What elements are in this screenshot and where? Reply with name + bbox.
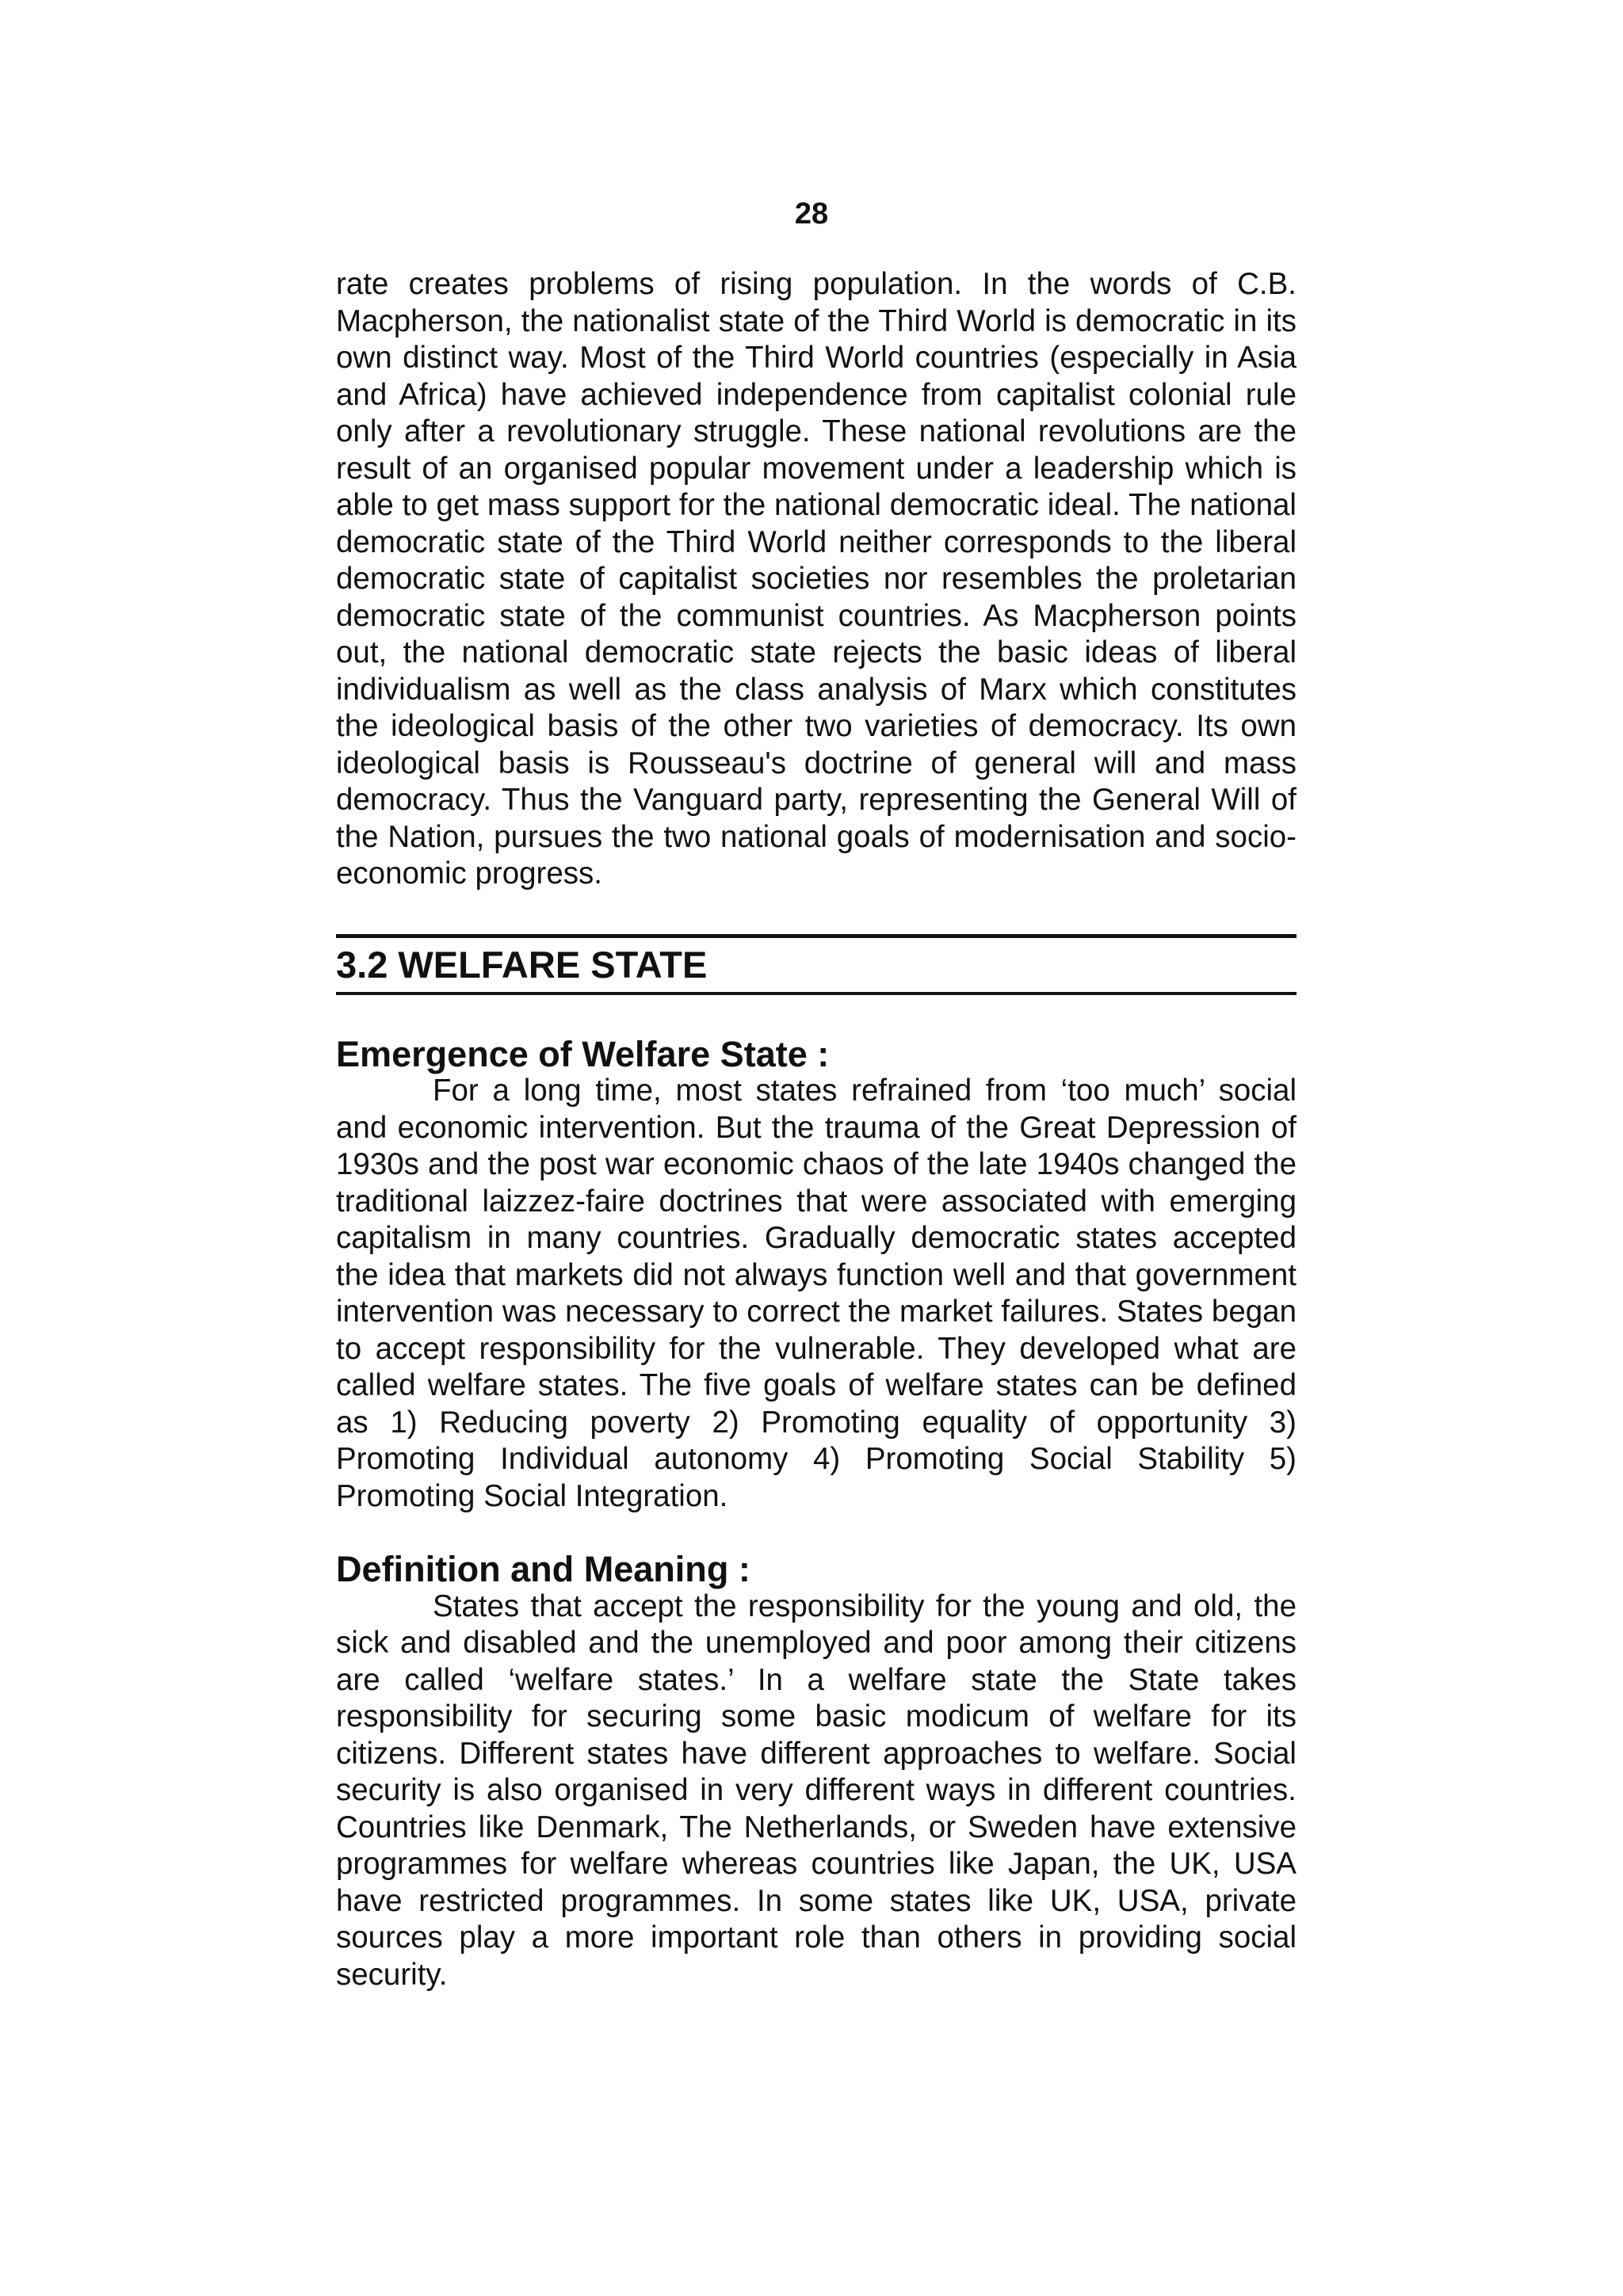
- emergence-paragraph: For a long time, most states refrained from ‘too much’ social and economic intervention. But the trauma of the Great Depression of 1930s and the post war economic chaos of the late 1940s changed the traditional laizzez-faire doctrines that were associated with emerging capitalism in many countries. Gradually democratic states accepted the idea that markets did not always function well and that government intervention was necessary to correct the market failures. States began to accept responsibility for the vulnerable. They developed what are called welfare states. The five goals of welfare states can be defined as 1) Reducing poverty 2) Promoting equality of opportunity 3) Promoting Individual autonomy 4) Promoting Social Stability 5) Promoting Social Integration.: [336, 1074, 1296, 1513]
- page-number: 28: [794, 197, 829, 231]
- definition-paragraph: States that accept the responsibility for the young and old, the sick and disabled and the unemployed and poor among their citizens are called ‘welfare states.’ In a welfare state the State takes responsibility for securing some basic modicum of welfare for its citizens. Different states have different approaches to welfare. Social security is also organised in very different ways in different countries. Countries like Denmark, The Netherlands, or Sweden have extensive programmes for welfare whereas countries like Japan, the UK, USA have restricted programmes. In some states like UK, USA, private sources play a more important role than others in providing social security.: [336, 1589, 1296, 1992]
- section-title: 3.2 WELFARE STATE: [336, 943, 708, 986]
- emergence-heading: Emergence of Welfare State :: [336, 1033, 830, 1074]
- section-rule-bottom: [336, 992, 1296, 995]
- definition-heading: Definition and Meaning :: [336, 1549, 750, 1589]
- intro-paragraph: rate creates problems of rising population. In the words of C.B. Macpherson, the nationalist state of the Third World is democratic in its own distinct way. Most of the Third World countries (especially in Asia and Africa) have achieved independence from capitalist colonial rule only after a revolutionary struggle. These national revolutions are the result of an organised popular movement under a leadership which is able to get mass support for the national democratic ideal. The national democratic state of the Third World neither corresponds to the liberal democratic state of capitalist societies nor resembles the proletarian democratic state of the communist countries. As Macpherson points out, the national democratic state rejects the basic ideas of liberal individualism as well as the class analysis of Marx which constitutes the ideological basis of the other two varieties of democracy. Its own ideological basis is Rousseau's doctrine of general will and mass democracy. Thus the Vanguard party, representing the General Will of the Nation, pursues the two national goals of modernisation and socio-economic progress.: [336, 267, 1296, 891]
- page-body: [336, 266, 1296, 1993]
